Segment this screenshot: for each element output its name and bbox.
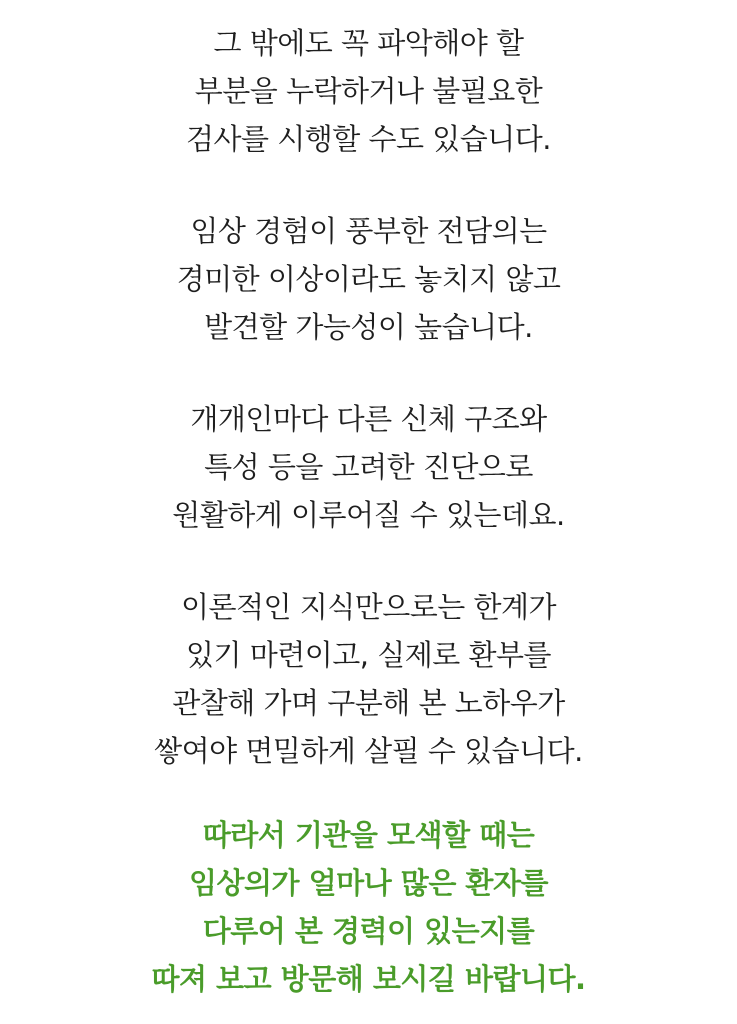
highlight-line: 임상의가 얼마나 많은 환자를 xyxy=(189,866,548,900)
highlight-line: 다루어 본 경력이 있는지를 xyxy=(202,914,535,948)
text-line: 그 밖에도 꼭 파악해야 할 xyxy=(213,26,524,60)
paragraph-experienced-doctor xyxy=(0,207,737,351)
paragraph-individual-diagnosis xyxy=(0,395,737,539)
text-line: 있기 마련이고, 실제로 환부를 xyxy=(185,638,552,672)
text-line: 쌓여야 면밀하게 살필 수 있습니다. xyxy=(154,734,583,768)
paragraph-missed-tests xyxy=(0,19,737,163)
text-line: 발견할 가능성이 높습니다. xyxy=(204,310,533,344)
text-line: 관찰해 가며 구분해 본 노하우가 xyxy=(172,686,565,720)
text-line: 임상 경험이 풍부한 전담의는 xyxy=(190,214,547,248)
text-line: 이론적인 지식만으로는 한계가 xyxy=(180,590,557,624)
text-line: 부분을 누락하거나 불필요한 xyxy=(194,74,543,108)
text-line: 원활하게 이루어질 수 있는데요. xyxy=(172,498,565,532)
text-line: 검사를 시행할 수도 있습니다. xyxy=(185,122,552,156)
text-line: 특성 등을 고려한 진단으로 xyxy=(204,450,533,484)
text-line: 개개인마다 다른 신체 구조와 xyxy=(190,402,547,436)
highlight-line: 따져 보고 방문해 보시길 바랍니다. xyxy=(151,962,586,996)
paragraph-practical-knowhow xyxy=(0,583,737,775)
highlight-line: 따라서 기관을 모색할 때는 xyxy=(202,818,535,852)
highlighted-conclusion xyxy=(0,811,737,1003)
text-line: 경미한 이상이라도 놓치지 않고 xyxy=(176,262,561,296)
